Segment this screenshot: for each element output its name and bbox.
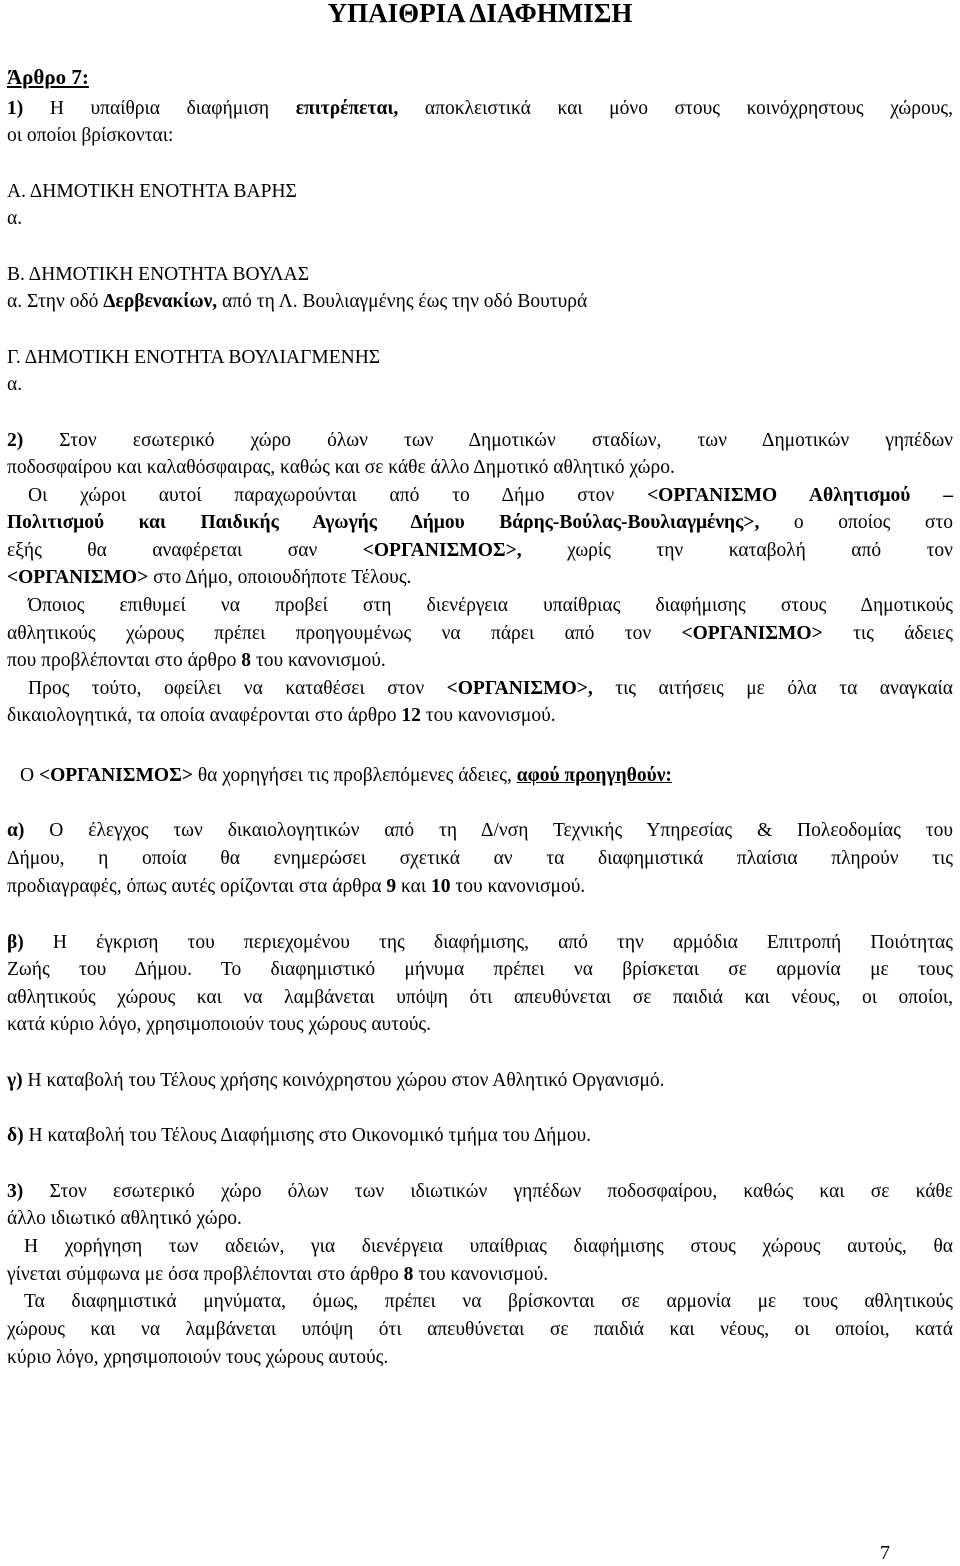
condition-b-line-2: Ζωής του Δήμου. Το διαφημιστικό μήνυμα πρέπει να βρίσκεται σε αρμονία με τους xyxy=(7,959,953,980)
section-b-item: α. Στην οδό Δερβενακίων, από τη Λ. Βουλιαγμένης έως την οδό Βουτυρά xyxy=(7,291,588,312)
paragraph-3-line-6: χώρους και να λαμβάνεται υπόψη ότι απευθύνεται σε παιδιά και νέους, οι οποίοι, κατά xyxy=(7,1319,953,1340)
condition-b-line-1: β) Η έγκριση του περιεχομένου της διαφήμισης, από την αρμόδια Επιτροπή Ποιότητας xyxy=(7,932,953,953)
paragraph-1-line-2: οι οποίοι βρίσκονται: xyxy=(7,125,174,146)
paragraph-2-line-1: 2) Στον εσωτερικό χώρο όλων των Δημοτικών σταδίων, των Δημοτικών γηπέδων xyxy=(7,430,953,451)
section-b-heading: Β. ΔΗΜΟΤΙΚΗ ΕΝΟΤΗΤΑ ΒΟΥΛΑΣ xyxy=(7,264,310,285)
section-a-heading: Α. ΔΗΜΟΤΙΚΗ ΕΝΟΤΗΤΑ ΒΑΡΗΣ xyxy=(7,181,297,202)
paragraph-2-line-5: εξής θα αναφέρεται σαν <ΟΡΓΑΝΙΣΜΟΣ>, χωρίς την καταβολή από τον xyxy=(7,540,953,561)
paragraph-3-line-1: 3) Στον εσωτερικό χώρο όλων των ιδιωτικών γηπέδων ποδοσφαίρου, καθώς και σε κάθε xyxy=(7,1181,953,1202)
condition-a-line-1: α) Ο έλεγχος των δικαιολογητικών από τη Δ/νση Τεχνικής Υπηρεσίας & Πολεοδομίας του xyxy=(7,820,953,841)
paragraph-2-line-7: Όποιος επιθυμεί να προβεί στη διενέργεια υπαίθριας διαφήμισης στους Δημοτικούς xyxy=(28,595,953,616)
paragraph-1-line-1: 1) Η υπαίθρια διαφήμιση επιτρέπεται, αποκλειστικά και μόνο στους κοινόχρηστους χώρους, xyxy=(7,98,953,119)
paragraph-3-line-2: άλλο ιδιωτικό αθλητικό χώρο. xyxy=(7,1208,242,1229)
section-c-heading: Γ. ΔΗΜΟΤΙΚΗ ΕΝΟΤΗΤΑ ΒΟΥΛΙΑΓΜΕΝΗΣ xyxy=(7,347,381,368)
paragraph-2-line-2: ποδοσφαίρου και καλαθόσφαιρας, καθώς και σε κάθε άλλο Δημοτικό αθλητικό χώρο. xyxy=(7,457,675,478)
condition-d: δ) Η καταβολή του Τέλους Διαφήμισης στο Οικονομικό τμήμα του Δήμου. xyxy=(7,1125,592,1146)
section-a-item: α. xyxy=(7,208,23,229)
paragraph-2-line-4: Πολιτισμού και Παιδικής Αγωγής Δήμου Βάρης-Βούλας-Βουλιαγμένης>, ο οποίος στο xyxy=(7,512,953,533)
paragraph-2-line-11: δικαιολογητικά, τα οποία αναφέρονται στο άρθρο 12 του κανονισμού. xyxy=(7,705,556,726)
condition-a-line-2: Δήμου, η οποία θα ενημερώσει σχετικά αν τα διαφημιστικά πλαίσια πληρούν τις xyxy=(7,848,953,869)
paragraph-2-line-9: που προβλέπονται στο άρθρο 8 του κανονισμού. xyxy=(7,650,386,671)
paragraph-2-line-3: Οι χώροι αυτοί παραχωρούνται από το Δήμο στον <ΟΡΓΑΝΙΣΜΟ Αθλητισμού – xyxy=(28,485,953,506)
condition-c: γ) Η καταβολή του Τέλους χρήσης κοινόχρηστου χώρου στον Αθλητικό Οργανισμό. xyxy=(7,1070,665,1091)
paragraph-2-line-6: <ΟΡΓΑΝΙΣΜΟ> στο Δήμο, οποιουδήποτε Τέλους. xyxy=(7,567,412,588)
condition-b-line-3: αθλητικούς χώρους και να λαμβάνεται υπόψη ότι απευθύνεται σε παιδιά και νέους, οι οποίοι, xyxy=(7,987,953,1008)
condition-a-line-3: προδιαγραφές, όπως αυτές ορίζονται στα άρθρα 9 και 10 του κανονισμού. xyxy=(7,876,586,897)
paragraph-3-line-4: γίνεται σύμφωνα με όσα προβλέπονται στο άρθρο 8 του κανονισμού. xyxy=(7,1264,549,1285)
page-number: 7 xyxy=(880,1542,890,1564)
article-heading: Άρθρο 7: xyxy=(7,65,89,89)
paragraph-3-line-5: Τα διαφημιστικά μηνύματα, όμως, πρέπει να βρίσκονται σε αρμονία με τους αθλητικούς xyxy=(24,1291,953,1312)
section-c-item: α. xyxy=(7,374,23,395)
paragraph-2-line-8: αθλητικούς χώρους πρέπει προηγουμένως να πάρει από τον <ΟΡΓΑΝΙΣΜΟ> τις άδειες xyxy=(7,623,953,644)
paragraph-3-line-7: κύριο λόγο, χρησιμοποιούν τους χώρους αυτούς. xyxy=(7,1347,389,1368)
paragraph-3-line-3: Η χορήγηση των αδειών, για διενέργεια υπαίθριας διαφήμισης στους χώρους αυτούς, θα xyxy=(24,1236,953,1257)
paragraph-2-line-10: Προς τούτο, οφείλει να καταθέσει στον <ΟΡΓΑΝΙΣΜΟ>, τις αιτήσεις με όλα τα αναγκαία xyxy=(28,678,953,699)
document-title: ΥΠΑΙΘΡΙΑ ΔΙΑΦΗΜΙΣΗ xyxy=(327,0,633,28)
licence-statement: Ο <ΟΡΓΑΝΙΣΜΟΣ> θα χορηγήσει τις προβλεπόμενες άδειες, αφού προηγηθούν: xyxy=(20,765,672,786)
condition-b-line-4: κατά κύριο λόγο, χρησιμοποιούν τους χώρους αυτούς. xyxy=(7,1014,432,1035)
